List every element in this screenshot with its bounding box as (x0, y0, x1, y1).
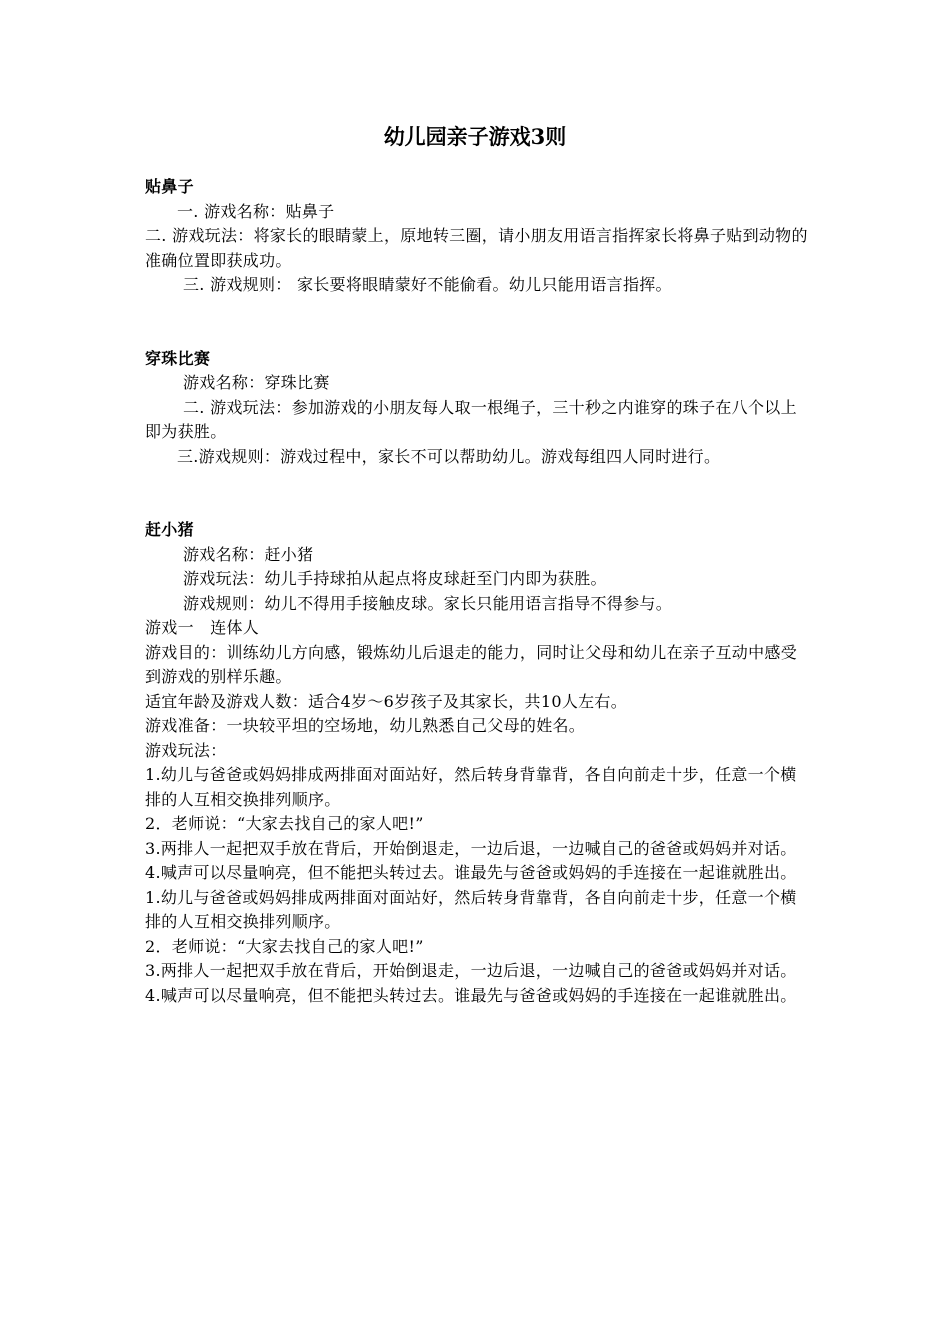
section-heading-lianti-ren: 游戏一 连体人 (145, 618, 260, 637)
game-play-line: 游戏玩法：幼儿手持球拍从起点将皮球赶至门内即为获胜。 (183, 569, 607, 588)
game-play-line: 二. 游戏玩法：参加游戏的小朋友每人取一根绳子，三十秒之内谁穿的珠子在八个以上即为获胜。 (145, 397, 797, 441)
game-step: 3.两排人一起把双手放在背后，开始倒退走，一边后退，一边喊自己的爸爸或妈妈并对话。 (145, 961, 797, 980)
game-name-line: 游戏名称：赶小猪 (183, 544, 314, 564)
game-step: 2．老师说：“大家去找自己的家人吧!” (145, 936, 424, 956)
document-body (145, 175, 809, 1008)
section-heading-tie-bizi: 贴鼻子 (145, 177, 194, 196)
section-heading-gan-xiaozhu: 赶小猪 (145, 520, 194, 539)
game-step: 4.喊声可以尽量响亮，但不能把头转过去。谁最先与爸爸或妈妈的手连接在一起谁就胜出。 (145, 863, 797, 882)
game-rule-line: 游戏规则：幼儿不得用手接触皮球。家长只能用语言指导不得参与。 (183, 593, 673, 613)
game-play-line: 二. 游戏玩法：将家长的眼睛蒙上，原地转三圈，请小朋友用语言指挥家长将鼻子贴到动物的准确位置即获成功。 (145, 226, 808, 270)
game-name-line: 一. 游戏名称：贴鼻子 (177, 201, 335, 221)
game-step: 1.幼儿与爸爸或妈妈排成两排面对面站好，然后转身背靠背，各自向前走十步，任意一个横排的人互相交换排列顺序。 (145, 887, 797, 931)
game-age: 适宜年龄及游戏人数：适合4岁～6岁孩子及其家长，共10人左右。 (145, 691, 628, 711)
spacer (145, 298, 809, 347)
game-step: 4.喊声可以尽量响亮，但不能把头转过去。谁最先与爸爸或妈妈的手连接在一起谁就胜出。 (145, 985, 797, 1005)
game-step: 1.幼儿与爸爸或妈妈排成两排面对面站好，然后转身背靠背，各自向前走十步，任意一个横排的人互相交换排列顺序。 (145, 765, 797, 809)
game-name-line: 游戏名称：穿珠比赛 (183, 373, 330, 392)
page-title: 幼儿园亲子游戏3则 (383, 124, 567, 149)
game-prep: 游戏准备：一块较平坦的空场地，幼儿熟悉自己父母的姓名。 (145, 716, 586, 735)
game-rule-line: 三.游戏规则：游戏过程中，家长不可以帮助幼儿。游戏每组四人同时进行。 (177, 446, 721, 466)
game-rule-line: 三. 游戏规则： 家长要将眼睛蒙好不能偷看。幼儿只能用语言指挥。 (183, 275, 672, 294)
game-play-heading: 游戏玩法： (145, 740, 227, 760)
spacer (145, 469, 809, 518)
section-heading-chuan-zhu: 穿珠比赛 (145, 348, 211, 368)
game-step: 2．老师说：“大家去找自己的家人吧!” (145, 814, 424, 833)
game-goal: 游戏目的：训练幼儿方向感，锻炼幼儿后退走的能力，同时让父母和幼儿在亲子互动中感受到游戏的别样乐趣。 (145, 642, 798, 686)
game-step: 3.两排人一起把双手放在背后，开始倒退走，一边后退，一边喊自己的爸爸或妈妈并对话。 (145, 838, 797, 858)
